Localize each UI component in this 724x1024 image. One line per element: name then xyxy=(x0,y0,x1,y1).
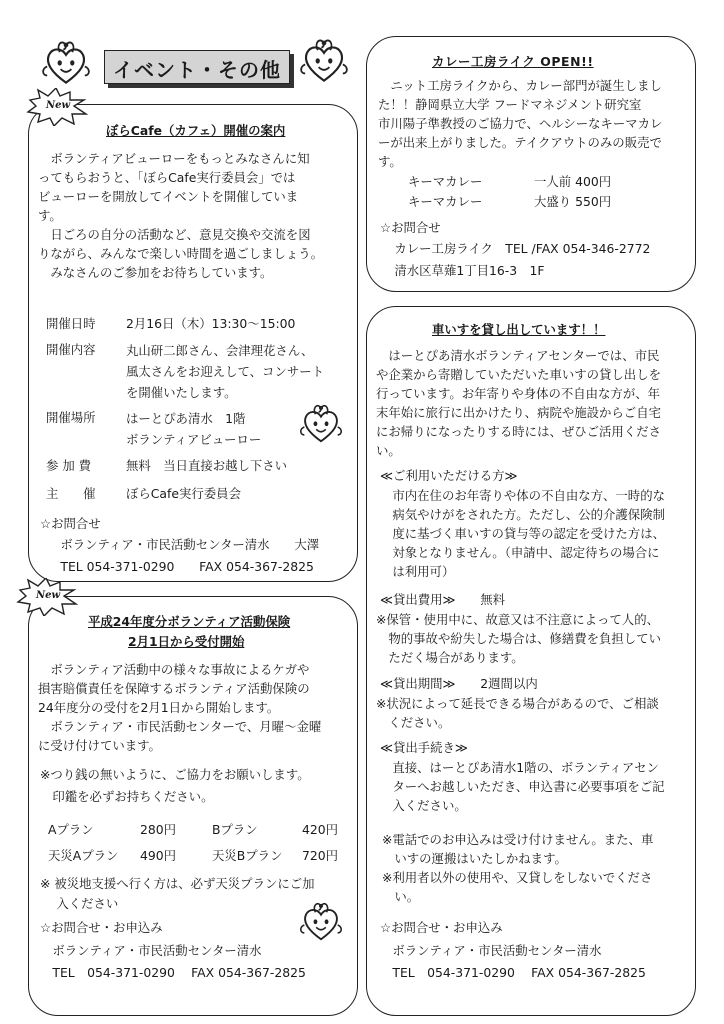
curry-price: 一人前 400円 xyxy=(534,174,612,189)
cafe-row-label: 主 催 xyxy=(46,486,96,501)
insurance-body: ボランティア活動中の様々な事故によるケガや 損害賠償責任を保障するボランティア活動保険の 24年度分の受付を2月1日から開始します。 ボランティア・市民活動センターで、月曜～金曜 に受け付けています。 xyxy=(38,662,322,753)
wheelchair-contact-heading: ☆お問合せ・お申込み xyxy=(380,920,503,935)
cafe-body: ボランティアビューローをもっとみなさんに知 ってもらおうと、「ぼらCafe実行委員会」では ビューローを開放してイベントを開催していま す。 日ごろの自分の活動など、意見交換や交流を図 りながら、みんなで楽しい時間を過ごしましょう。 みなさんのご参加をお待ちしています。 xyxy=(38,151,323,280)
period-heading: ≪貸出期間≫ 2週間以内 xyxy=(380,676,538,691)
wheelchair-body: はーとぴあ清水ボランティアセンターでは、市民 や企業から寄贈していただいた車いすの貸し出しを 行っています。お年寄りや身体の不自由な方が、年 末年始に旅行に出かけたり、病院や施設からご自宅 にお帰りになったりする時には、ぜひご活用くださ い。 xyxy=(376,348,661,458)
cafe-row-value: はーとぴあ清水 1階 ボランティアビューロー xyxy=(126,411,262,447)
cafe-row-value: ぼらCafe実行委員会 xyxy=(126,486,241,501)
curry-body: ニット工房ライクから、カレー部門が誕生しまし た！！静岡県立大学 フードマネジメント研究室 市川陽子準教授のご協力で、ヘルシーなキーマカレ ーが出来上がりました。テイクアウトのみの販売で す。 xyxy=(378,78,663,169)
heart-face-icon xyxy=(40,36,92,92)
plan-price: 420円 xyxy=(302,822,339,837)
curry-item: キーマカレー xyxy=(408,174,483,189)
curry-item: キーマカレー xyxy=(408,194,483,209)
insurance-contact-lines: ボランティア・市民活動センター清水 TEL 054-371-0290 FAX 054-367-2825 xyxy=(52,943,306,980)
plan-price: 280円 xyxy=(140,822,177,837)
fee-heading: ≪貸出費用≫ 無料 xyxy=(380,592,506,607)
plan-name: Bプラン xyxy=(212,822,258,837)
plan-price: 720円 xyxy=(302,848,339,863)
cafe-row-label: 参 加 費 xyxy=(46,458,92,473)
insurance-contact-heading: ☆お問合せ・お申込み xyxy=(40,920,163,935)
cafe-title: ぼらCafe（カフェ）開催の案内 xyxy=(106,123,286,138)
insurance-note: ※ 被災地支援へ行く方は、必ず天災プランにご加 入ください xyxy=(40,876,315,911)
insurance-note: ※つり銭の無いように、ご協力をお願いします。 印鑑を必ずお持ちください。 xyxy=(40,767,310,804)
curry-contact-lines: カレー工房ライク TEL /FAX 054-346-2772 清水区草薙1丁目16-3 1F xyxy=(394,241,651,278)
new-badge: New xyxy=(26,88,88,130)
plan-price: 490円 xyxy=(140,848,177,863)
fee-body: ※保管・使用中に、故意又は不注意によって人的、 物的事故や紛失した場合は、修繕費を負担してい ただく場合があります。 xyxy=(376,612,661,665)
wheelchair-notes: ※電話でのお申込みは受け付けません。また、車 いすの運搬はいたしかねます。 ※利用者以外の使用や、又貸しをしないでくださ い。 xyxy=(382,832,654,904)
cafe-row-value: 無料 当日直接お越し下さい xyxy=(126,458,288,473)
cafe-row-label: 開催日時 xyxy=(46,316,96,331)
eligible-heading: ≪ご利用いただける方≫ xyxy=(380,468,518,483)
period-body: ※状況によって延長できる場合があるので、ご相談 ください。 xyxy=(376,696,659,730)
heart-face-icon xyxy=(298,400,344,450)
cafe-row-value: 丸山研二郎さん、会津理花さん、 風太さんをお迎えして、コンサート を開催いたします。 xyxy=(126,343,325,400)
heart-face-icon xyxy=(298,34,350,90)
plan-name: 天災Aプラン xyxy=(48,848,119,863)
procedure-body: 直接、はーとぴあ清水1階の、ボランティアセン ターへお越しいただき、申込書に必要事項をご記 入ください。 xyxy=(392,760,665,813)
wheelchair-contact-lines: ボランティア・市民活動センター清水 TEL 054-371-0290 FAX 054-367-2825 xyxy=(392,943,646,980)
cafe-contact-lines: ボランティア・市民活動センター清水 大澤 TEL 054-371-0290 FAX 054-367-2825 xyxy=(60,537,320,574)
section-header xyxy=(104,50,290,84)
cafe-contact-heading: ☆お問合せ xyxy=(40,516,101,531)
wheelchair-title: 車いすを貸し出しています！！ xyxy=(432,322,606,337)
curry-price: 大盛り 550円 xyxy=(534,194,612,209)
curry-title: カレー工房ライク OPEN!! xyxy=(432,54,594,69)
cafe-row-label: 開催内容 xyxy=(46,342,96,357)
cafe-row-value: 2月16日（木）13:30～15:00 xyxy=(126,316,296,331)
insurance-title: 平成24年度分ボランティア活動保険 xyxy=(88,614,291,629)
curry-contact-heading: ☆お問合せ xyxy=(380,220,441,235)
eligible-body: 市内在住のお年寄りや体の不自由な方、一時的な 病気やけがをされた方。ただし、公的介護保険制 度に基づく車いすの貸与等の認定を受けた方は、 対象となりません。（申請中、認定待ちの場合に は利用可） xyxy=(392,488,665,579)
plan-name: Aプラン xyxy=(48,822,94,837)
insurance-subtitle: 2月1日から受付開始 xyxy=(128,634,245,649)
page-title: イベント・その他 xyxy=(113,58,281,82)
cafe-row-label: 開催場所 xyxy=(46,410,96,425)
new-badge: New xyxy=(16,578,78,620)
plan-name: 天災Bプラン xyxy=(212,848,283,863)
procedure-heading: ≪貸出手続き≫ xyxy=(380,740,468,755)
